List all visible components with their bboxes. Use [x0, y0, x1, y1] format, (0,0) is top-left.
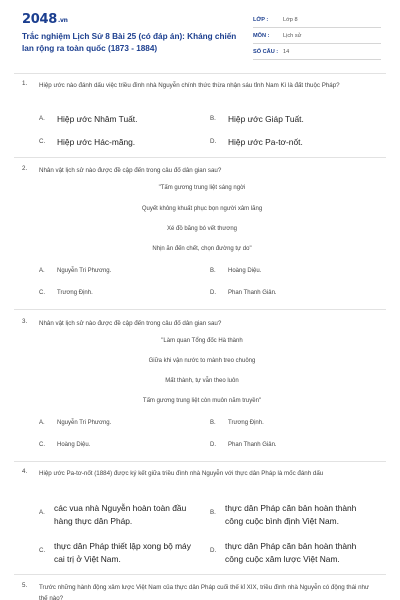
header-divider [14, 73, 386, 74]
option-key: D. [210, 138, 217, 145]
question-text: Hiệp ước Pa-tơ-nốt (1884) được ký kết giữa triều đình nhà Nguyễn với thực dân Pháp là mốc đánh dấu [39, 470, 324, 477]
question-text: Nhân vật lịch sử nào được đề cập đến trong câu đố dân gian sau? [39, 320, 222, 327]
option-text [54, 502, 204, 528]
question-text: Trước những hành động xâm lược Việt Nam của thực dân Pháp cuối thế kỉ XIX, triều đình nhà Nguyễn có động thái như thế nào? [39, 584, 370, 600]
question-number: 5. [22, 582, 28, 589]
option-key: C. [39, 547, 46, 554]
option-key: A. [39, 509, 45, 516]
poem-line: Tấm gương trung liệt còn muôn năm truyền" [142, 398, 262, 404]
option-text: Phan Thanh Giản. [228, 290, 277, 296]
option-line: cai trị ở Việt Nam. [54, 554, 121, 564]
option-key: D. [210, 290, 216, 296]
option-text: Hoàng Diệu. [57, 442, 91, 448]
option-line: hàng thực dân Pháp. [54, 516, 133, 526]
option-text: Trương Định. [228, 420, 264, 426]
option-line: thực dân Pháp căn bản hoàn thành [225, 541, 357, 551]
option-key: C. [39, 442, 45, 448]
option-text [225, 540, 375, 566]
poem-line: Nhịn ăn đến chết, chọn đường tự do" [152, 246, 252, 252]
question-text: Nhân vật lịch sử nào được đề cập đến trong câu đố dân gian sau? [39, 167, 222, 174]
option-text: Hiệp ước Pa-tơ-nốt. [228, 137, 303, 147]
question-number: 3. [22, 318, 28, 325]
option-key: A. [39, 268, 45, 274]
poem-line: Quyết không khuất phục bọn người xâm lăng [141, 206, 263, 212]
poem-line: Giữa khi vận nước to mành treo chuông [148, 358, 256, 364]
meta-key: SỐ CÂU : [253, 49, 279, 55]
question-number: 1. [22, 80, 28, 87]
poem-line: Mất thành, tự vẫn theo luôn [165, 378, 239, 384]
option-text: Nguyễn Tri Phương. [57, 420, 112, 426]
meta-value: Lịch sử [283, 33, 302, 39]
option-key: D. [210, 442, 216, 448]
question-number: 4. [22, 468, 28, 475]
question-number: 2. [22, 165, 28, 172]
question-divider [14, 157, 386, 158]
poem-line: "Tấm gương trung liệt sáng ngời [158, 185, 246, 191]
option-text: Nguyễn Tri Phương. [57, 268, 112, 274]
meta-info [253, 14, 381, 60]
poem-line: "Làm quan Tổng đốc Hà thành [161, 338, 243, 344]
option-line: công cuộc bình định Việt Nam. [225, 516, 339, 526]
option-key: D. [210, 547, 217, 554]
meta-value: Lớp 8 [283, 17, 298, 23]
option-line: thực dân Pháp căn bản hoàn thành [225, 503, 357, 513]
question-text: Hiệp ước nào đánh dấu việc triều đình nhà Nguyễn chính thức thừa nhận sáu tỉnh Nam Kì là đất thuộc Pháp? [39, 82, 340, 89]
question-divider [14, 574, 386, 575]
meta-row-subject [253, 30, 381, 44]
option-line: thực dân Pháp thiết lập xong bộ máy [54, 541, 191, 551]
option-key: B. [210, 268, 216, 274]
option-text [225, 502, 375, 528]
logo-suffix: .vn [57, 17, 68, 24]
option-text: Hiệp ước Hác-măng. [57, 137, 136, 147]
meta-key: MÔN : [253, 33, 270, 39]
poem-line: Xé đồ băng bó vết thương [166, 226, 237, 232]
option-key: C. [39, 290, 45, 296]
option-text [54, 540, 204, 566]
logo-text: 2048 [22, 12, 57, 27]
option-key: C. [39, 138, 46, 145]
question-divider [14, 461, 386, 462]
option-text: Hiệp ước Giáp Tuất. [228, 114, 304, 124]
option-key: B. [210, 115, 216, 122]
meta-row-count [253, 46, 381, 60]
option-key: B. [210, 509, 216, 516]
option-key: A. [39, 115, 45, 122]
option-key: A. [39, 420, 45, 426]
meta-value: 14 [283, 49, 290, 55]
option-text: Hoàng Diệu. [228, 268, 262, 274]
option-line: các vua nhà Nguyễn hoàn toàn đầu [54, 503, 187, 513]
meta-row-class [253, 14, 381, 28]
option-line: công cuộc xâm lược Việt Nam. [225, 554, 340, 564]
option-text: Phan Thanh Giản. [228, 442, 277, 448]
option-text: Trương Định. [57, 290, 93, 296]
document-title: Trắc nghiệm Lịch Sử 8 Bài 25 (có đáp án): Kháng chiến lan rộng ra toàn quốc (1873 - 1884) [22, 32, 237, 53]
document-header [0, 0, 400, 60]
question-divider [14, 309, 386, 310]
option-text: Hiệp ước Nhâm Tuất. [57, 114, 138, 124]
option-key: B. [210, 420, 216, 426]
meta-key: LỚP : [253, 17, 269, 23]
site-logo[interactable] [22, 12, 68, 27]
